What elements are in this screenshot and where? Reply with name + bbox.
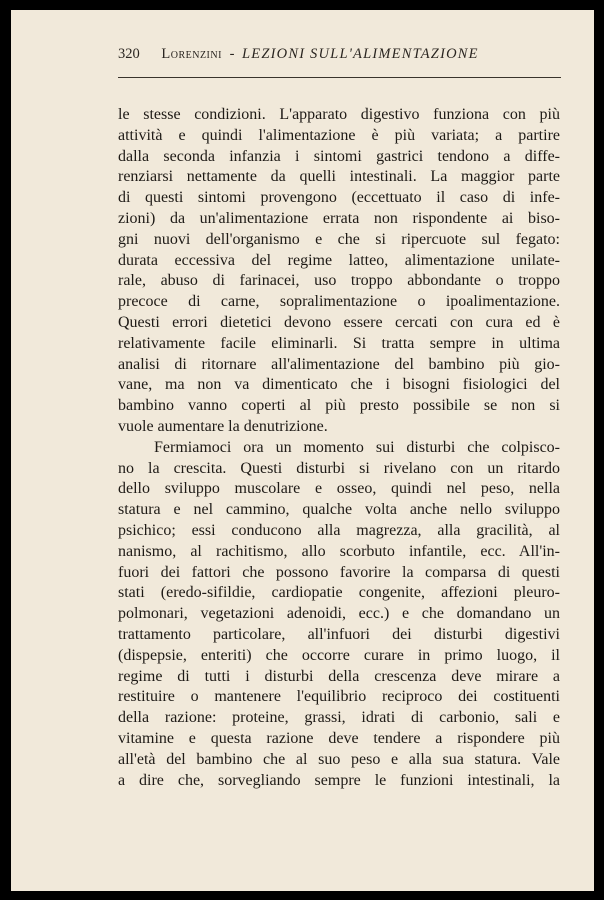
paragraph-1 <box>118 105 560 438</box>
text-line: regime di tutti i disturbi della crescenza deve mirare a <box>118 667 560 685</box>
header-rule <box>118 77 561 78</box>
text-line: statura e nel cammino, qualche volta anche nello sviluppo <box>118 501 560 519</box>
text-line: no la crescita. Questi disturbi si rivelano con un ritardo <box>118 459 560 477</box>
text-line: di questi sintomi provengono (eccettuato il caso di infe- <box>118 189 560 207</box>
text-line: all'età del bambino che al suo peso e alla sua statura. Vale <box>118 750 560 768</box>
text-line: (dispepsie, enteriti) che occorre curare in primo luogo, il <box>118 646 560 664</box>
header-separator: - <box>229 46 235 62</box>
text-line: a dire che, sorvegliando sempre le funzioni intestinali, la <box>118 771 560 789</box>
paragraph-2 <box>118 438 560 792</box>
text-line: gni nuovi dell'organismo e che si ripercuote sul fegato: <box>118 230 560 248</box>
page-number: 320 <box>118 46 140 62</box>
text-line: relativamente facile eliminarli. Si tratta sempre in ultima <box>118 334 560 352</box>
author-name: Lorenzini <box>161 46 222 62</box>
text-line: trattamento particolare, all'infuori dei disturbi digestivi <box>118 625 560 643</box>
text-line: polmonari, vegetazioni adenoidi, ecc.) e che domandano un <box>118 605 560 623</box>
running-header <box>118 46 560 70</box>
text-line: Fermiamoci ora un momento sui disturbi che colpisco- <box>154 438 560 456</box>
running-title: LEZIONI SULL'ALIMENTAZIONE <box>242 46 479 62</box>
text-line: durata eccessiva del regime latteo, alimentazione unilate- <box>118 251 560 269</box>
text-line: vane, ma non va dimenticato che i bisogni fisiologici del <box>118 376 560 394</box>
text-line: vuole aumentare la denutrizione. <box>118 417 328 435</box>
text-line: stati (eredo-sifildie, cardiopatie congenite, affezioni pleuro- <box>118 584 560 602</box>
text-line: nanismo, al rachitismo, allo scorbuto infantile, ecc. All'in- <box>118 542 560 560</box>
text-line: zioni) da un'alimentazione errata non rispondente ai biso- <box>118 209 560 227</box>
text-line: le stesse condizioni. L'apparato digestivo funziona con più <box>118 106 560 123</box>
text-line: precoce di carne, sopralimentazione o ipoalimentazione. <box>118 293 560 311</box>
text-line: rale, abuso di farinacei, uso troppo abbondante o troppo <box>118 272 560 290</box>
text-line: fuori dei fattori che possono favorire la comparsa di questi <box>118 563 560 581</box>
text-line: Questi errori dietetici devono essere cercati con cura ed è <box>118 313 560 331</box>
text-line: dalla seconda infanzia i sintomi gastrici tendono a diffe- <box>118 147 560 165</box>
text-line: psichico; essi conducono alla magrezza, alla gracilità, al <box>118 521 560 539</box>
text-line: analisi di ritornare all'alimentazione del bambino più gio- <box>118 355 560 373</box>
text-line: vitamine e questa razione deve tendere a rispondere più <box>118 729 560 747</box>
text-line: attività e quindi l'alimentazione è più variata; a partire <box>118 126 560 144</box>
book-page <box>11 10 594 891</box>
text-line: bambino vanno coperti al più presto possibile se non si <box>118 397 560 415</box>
text-line: renziarsi nettamente da quelli intestinali. La maggior parte <box>118 168 560 186</box>
text-line: restituire o mantenere l'equilibrio reciproco dei costituenti <box>118 688 560 706</box>
text-line: della razione: proteine, grassi, idrati di carbonio, sali e <box>118 709 560 727</box>
text-line: dello sviluppo muscolare e osseo, quindi nel peso, nella <box>118 480 560 498</box>
body-text <box>118 105 560 791</box>
